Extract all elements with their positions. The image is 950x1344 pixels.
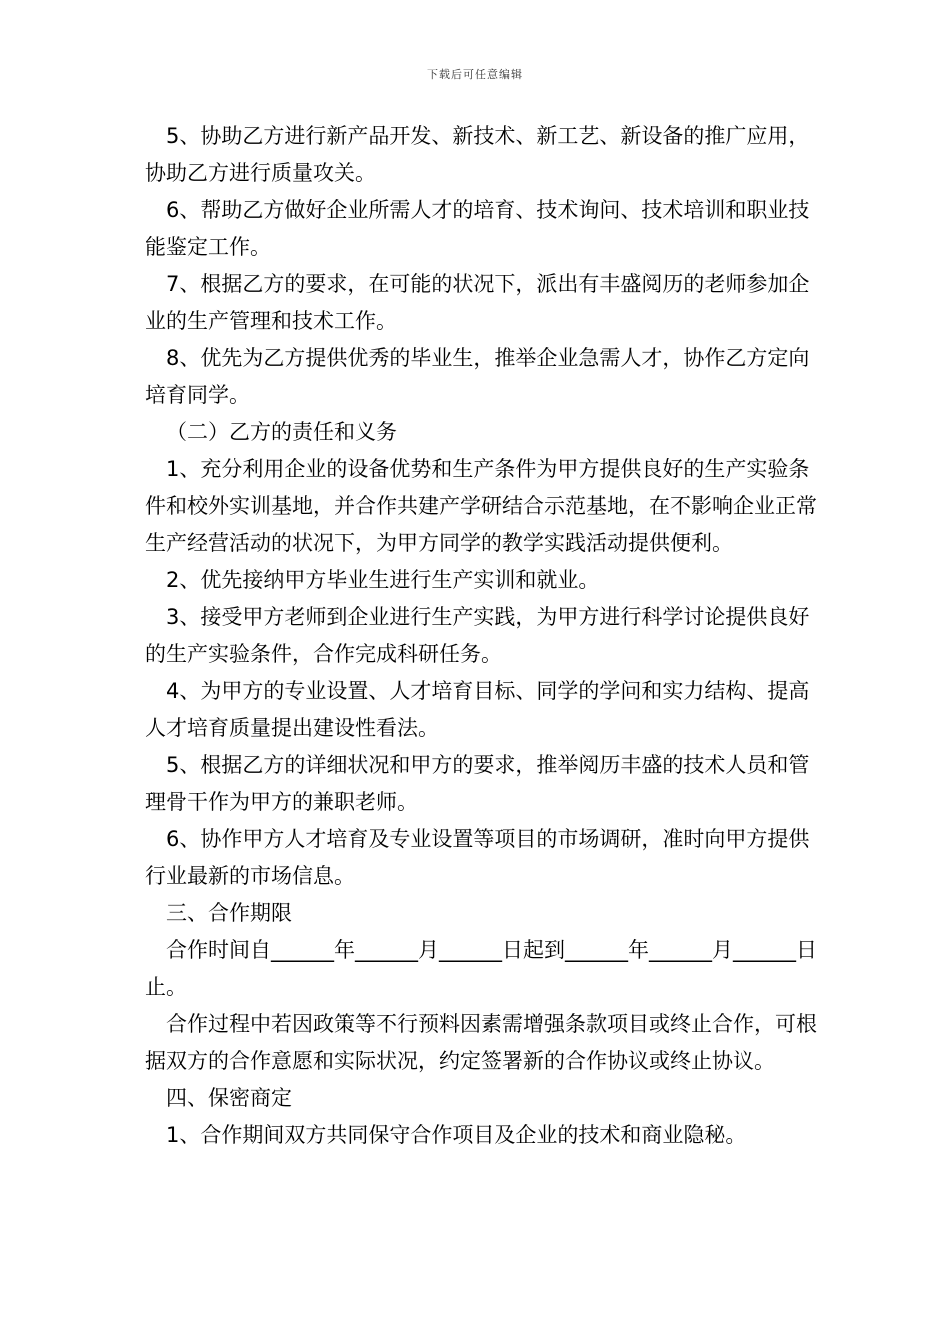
section-heading: 三、合作期限 [166,901,292,925]
paragraph: 3、接受甲方老师到企业进行生产实践，为甲方进行科学讨论提供良好的生产实验条件，合作完成科研任务。 [145,605,810,666]
paragraph: 4、为甲方的专业设置、人才培育目标、同学的学问和实力结构、提高人才培育质量提出建设性看法。 [145,679,810,740]
paragraph: 7、根据乙方的要求，在可能的状况下，派出有丰盛阅历的老师参加企业的生产管理和技术工作。 [145,272,810,333]
document-body [145,118,817,1154]
paragraph: 5、协助乙方进行新产品开发、新技术、新工艺、新设备的推广应用，协助乙方进行质量攻关。 [145,124,810,185]
page-header: 下载后可任意编辑 [427,68,523,81]
paragraph: 6、帮助乙方做好企业所需人才的培育、技术询问、技术培训和职业技能鉴定工作。 [145,198,810,259]
paragraph: 1、充分利用企业的设备优势和生产条件为甲方提供良好的生产实验条件和校外实训基地，并合作共建产学研结合示范基地，在不影响企业正常生产经营活动的状况下，为甲方同学的教学实践活动提供便利。 [145,457,817,555]
paragraph: 1、合作期间双方共同保守合作项目及企业的技术和商业隐秘。 [166,1123,747,1147]
paragraph: 8、优先为乙方提供优秀的毕业生，推举企业急需人才，协作乙方定向培育同学。 [145,346,810,407]
paragraph: 2、优先接纳甲方毕业生进行生产实训和就业。 [166,568,600,592]
section-heading: （二）乙方的责任和义务 [166,420,397,444]
paragraph: 6、协作甲方人才培育及专业设置等项目的市场调研，准时向甲方提供行业最新的市场信息。 [145,827,810,888]
paragraph: 合作过程中若因政策等不行预料因素需增强条款项目或终止合作，可根据双方的合作意愿和实际状况，约定签署新的合作协议或终止协议。 [145,1012,817,1073]
paragraph: 5、根据乙方的详细状况和甲方的要求，推举阅历丰盛的技术人员和管理骨干作为甲方的兼职老师。 [145,753,810,814]
section-heading: 四、保密商定 [166,1086,292,1110]
paragraph: 合作时间自______年______月______日起到______年______月______日止。 [145,938,817,999]
